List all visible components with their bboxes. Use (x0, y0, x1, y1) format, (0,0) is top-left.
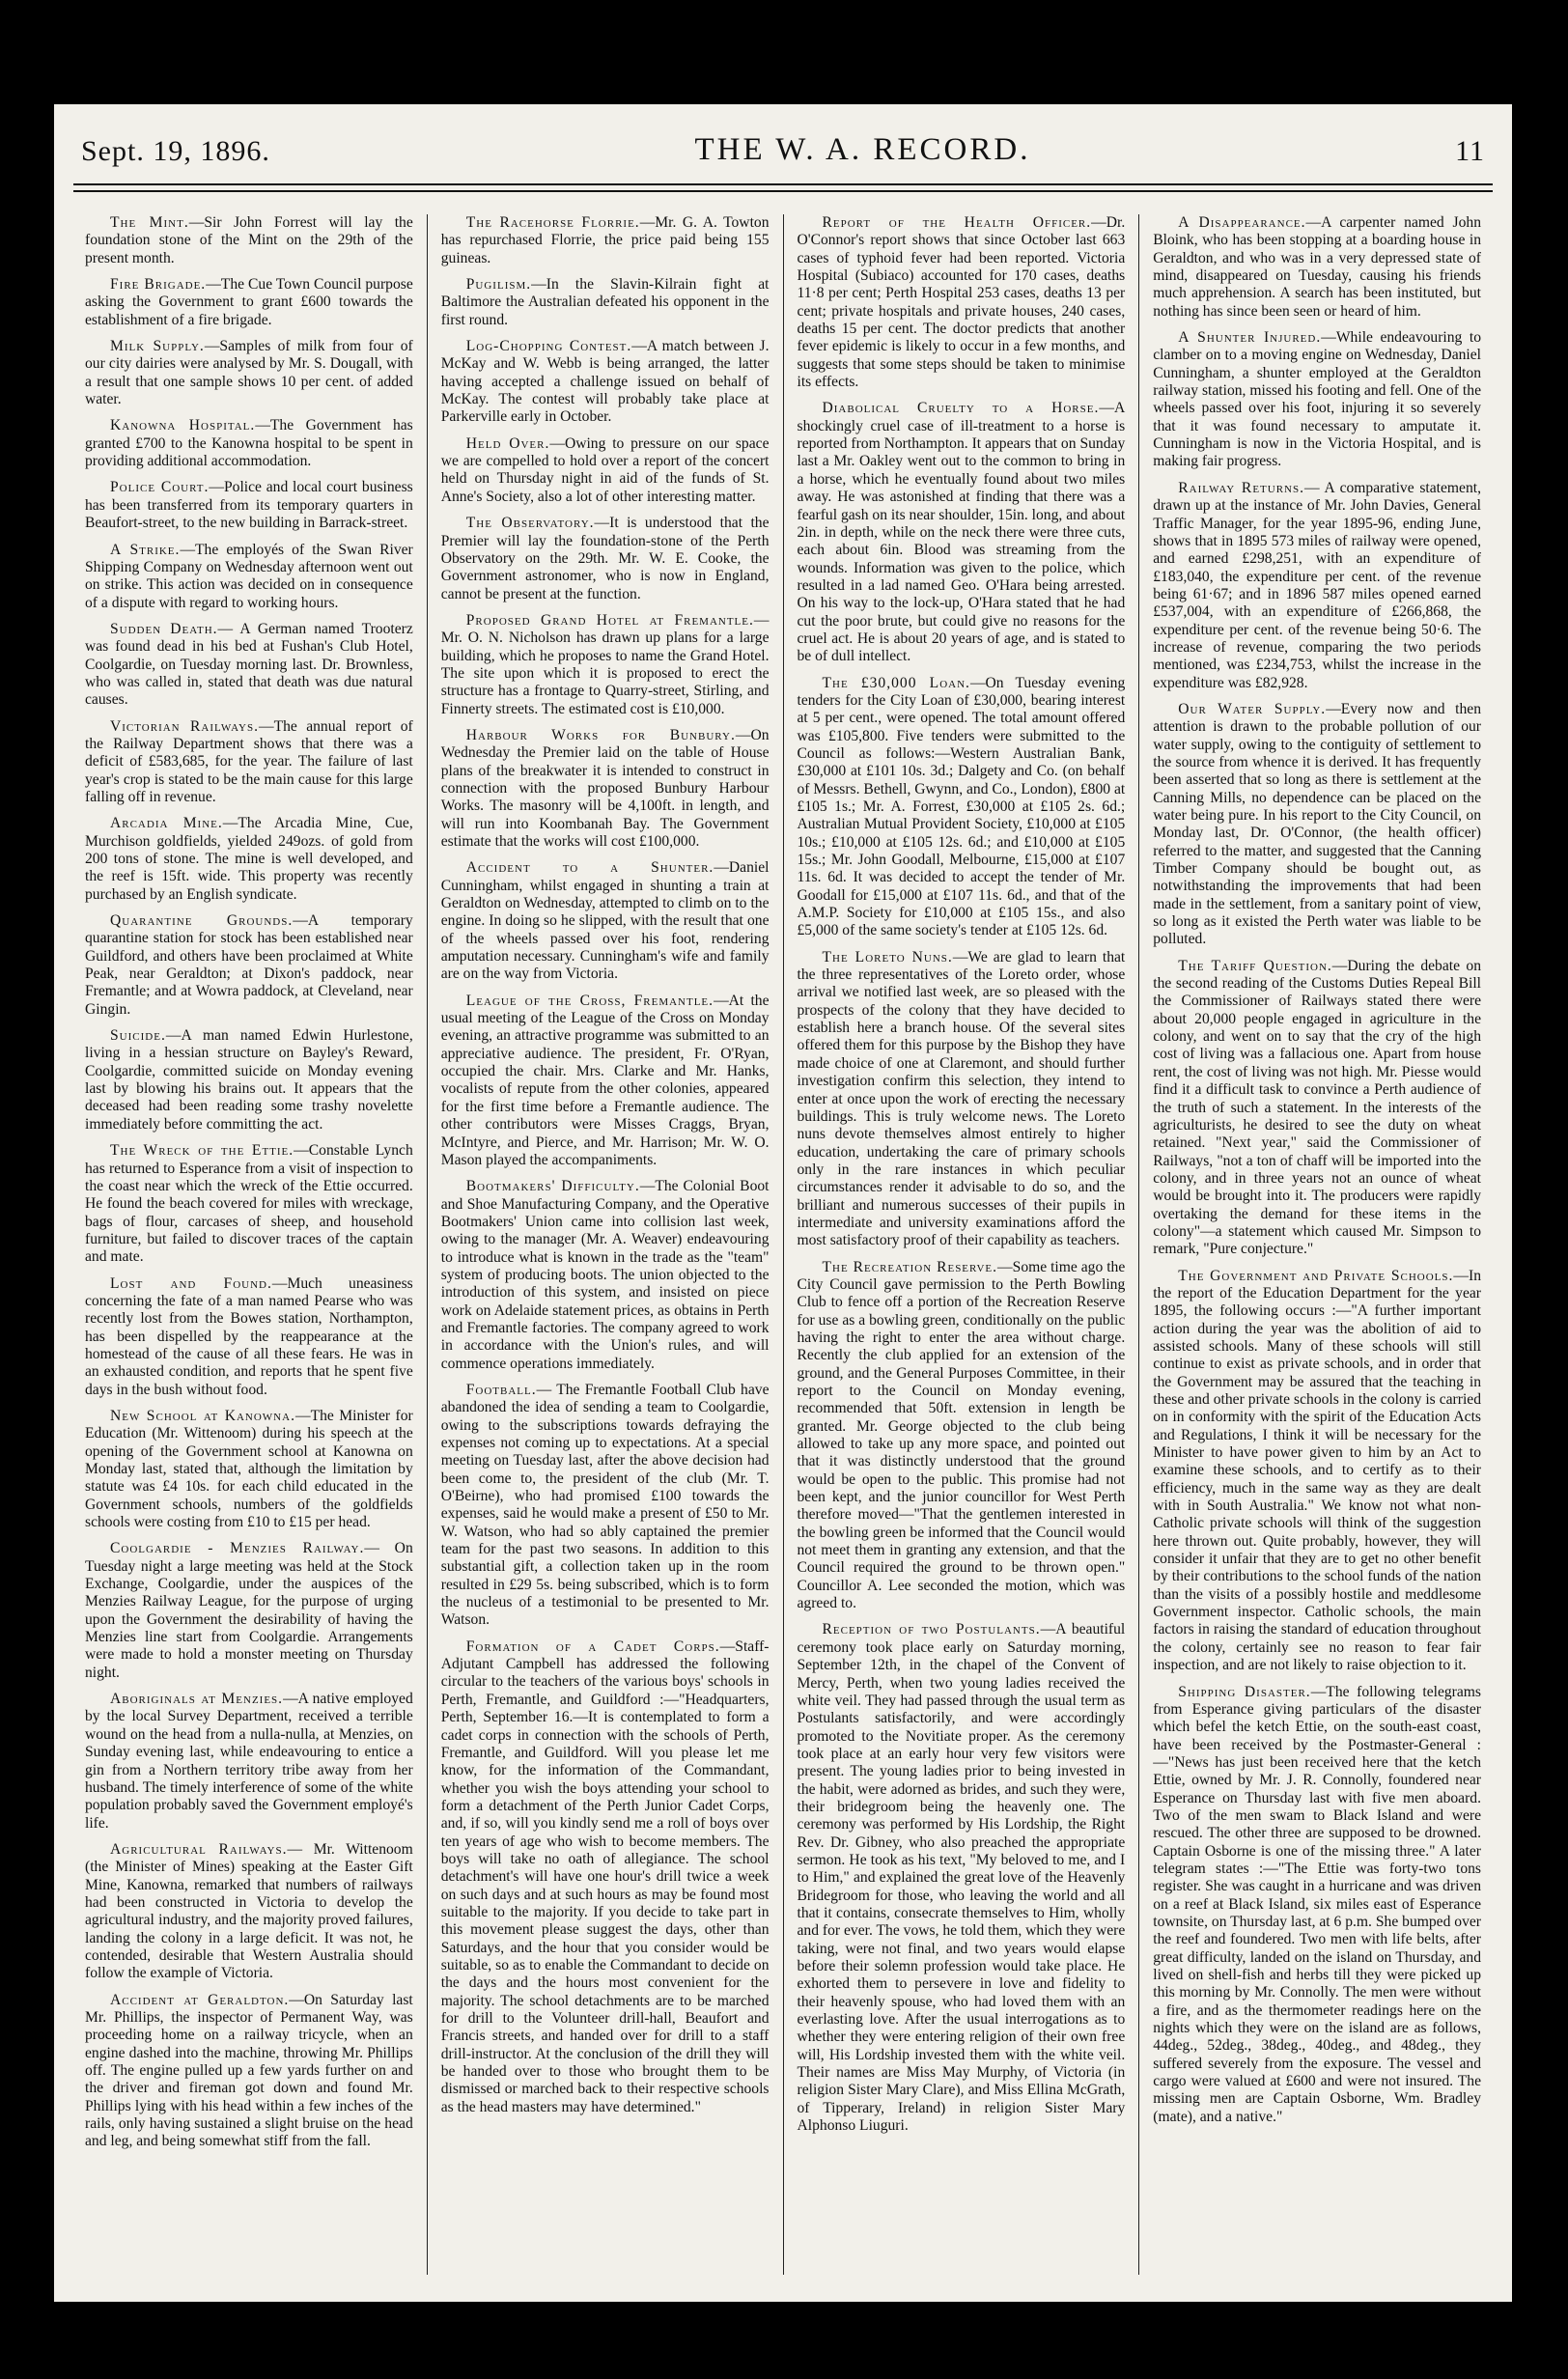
news-item-body: —Dr. O'Connor's report shows that since October last 663 cases of typhoid fever had been reported. Victoria Hospital (Subiaco) accounted for 170 cases, deaths 11·8 per cent; Perth Hospital 253 cases, deaths 13 per cent; private hospitals and private houses, 240 cases, deaths 15 per cent. The doctor predicts that another fever epidemic is likely to occur in a few months, and suggests that some steps should be taken to minimise its effects. (797, 214, 1126, 391)
news-item-heading: Railway Returns. (1178, 479, 1304, 496)
news-item-heading: League of the Cross, Fremantle. (465, 992, 714, 1009)
news-item (441, 435, 770, 506)
news-item-heading: Suicide. (110, 1027, 166, 1045)
news-item-heading: Sudden Death. (110, 620, 218, 637)
news-item-heading: Arcadia Mine. (110, 815, 223, 832)
news-item (1153, 701, 1481, 949)
news-item-body: —Daniel Cunningham, whilst engaged in shunting a train at Geraldton on Wednesday, attempted to climb on to the engine. In doing so he slipped, with the result that one of the wheels passed over his foot, rendering amputation necessary. Cunningham's wife and family are on the way from Victoria. (440, 859, 770, 983)
news-item (798, 1621, 1126, 2135)
news-item (441, 993, 770, 1169)
news-item (85, 1540, 413, 1682)
news-item (85, 276, 413, 329)
news-item-body: —Mr. G. A. Towton has repurchased Florrie, the price paid being 155 guineas. (440, 214, 770, 266)
news-item-heading: Milk Supply. (110, 338, 205, 355)
news-item-heading: A Strike. (110, 541, 181, 558)
news-item-body: —In the report of the Education Department for the year 1895, the following occurs :—"A further important action during the year was the abolition of aid to assisted schools. Many of these schools will still continue to exist as private schools, and in order that the Government may be assured that the teaching in these and other private schools in the colony is carried on in conformity with the spirit of the Education Acts and Regulations, I think it will be necessary for the Minister to have power given to him by an Act to examine these schools, and to certify as to their efficiency, much in the same way as they are dealt with in South Australia." We know not what non-Catholic private schools will think of the suggestion here thrown out. Quite probably, however, they will consider it unfair that they are to get no other benefit by their contributions to the school funds of the nation than the visits of a possibly hostile and meddlesome Government inspector. Catholic schools, the main factors in raising the standard of education throughout the colony, certainly see no reason to fear fair inspection, and are not likely to raise objection to it. (1153, 1267, 1481, 1674)
news-item-body: —A temporary quarantine station for stock has been established near Guildford, and others have been proclaimed at White Peak, near Geraldton; at Dixon's paddock, near Fremantle; and at Wowra paddock, at Cleveland, near Gingin. (85, 912, 413, 1018)
news-item-heading: Coolgardie - Menzies Railway. (110, 1540, 365, 1557)
news-item-body: —A carpenter named John Bloink, who has been stopping at a boarding house in Geraldton, and who was in a very depressed state of mind, disappeared on Tuesday, causing his friends much apprehension. A search has been instituted, but nothing has since been seen or heard of him. (1153, 214, 1481, 320)
news-item-body: —The Minister for Education (Mr. Wittenoom) during his speech at the opening of the Government school at Kanowna on Monday last, stated that, although the limitation by statute was £4 10s. for each child educated in the Government schools, numbers of the goldfields schools were costing from £10 to £15 per head. (85, 1407, 413, 1531)
news-item (441, 727, 770, 851)
news-item (85, 1408, 413, 1531)
news-item-heading: Lost and Found. (110, 1274, 272, 1292)
news-item-body: —Constable Lynch has returned to Esperance from a visit of inspection to the coast near which the wreck of the Ettie occurred. He found the beach covered for miles with wreckage, bags of flour, carcases of sheep, and household furniture, but failed to discover traces of the captain and mate. (85, 1142, 413, 1266)
news-item-heading: Aboriginals at Menzies. (110, 1691, 284, 1708)
news-item-body: — A comparative statement, drawn up at the instance of Mr. John Davies, General Traffic Manager, for the year 1895-96, ending June, shows that in 1895 573 miles of railway were opened, and earned £298,251, with an expenditure of £183,040, the expenditure per cent. of the revenue being 61·67; and in 1896 587 miles opened earned £537,004, with an expenditure of £266,868, the expenditure per cent. of the revenue being 50·6. The increase of revenue, comparing the two periods mentioned, was £234,753, whilst the increase in the expenditure was £82,928. (1153, 479, 1481, 691)
news-item (441, 1638, 770, 2116)
news-item-heading: The Loreto Nuns. (822, 948, 953, 966)
news-item-body: —During the debate on the second reading of the Customs Duties Repeal Bill the Commissioner of Railways stated there were about 20,000 people engaged in agriculture in the colony, and went on to say that the cry of the high cost of living was a fallacious one. Apart from house rent, the cost of living was not high. Mr. Piesse would find it a difficult task to convince a Perth audience of the truth of such a statement. In the interests of the agriculturists, he desired to see the duty on wheat retained. "Next year," said the Commissioner of Railways, "not a ton of chaff will be imported into the colony, and in three years not an ounce of wheat would be brought into it. The producers were rapidly overtaking the demand for these items in the colony"—a statement which caused Mr. Simpson to remark, "Pure conjecture." (1153, 957, 1481, 1258)
news-item (1153, 1268, 1481, 1675)
news-item (798, 400, 1126, 665)
news-item-body: —Mr. O. N. Nicholson has drawn up plans for a large building, which he proposes to name the Grand Hotel. The site upon which it is proposed to erect the structure has a frontage to Quarry-street, Stirling, and Finnerty streets. The estimated cost is £10,000. (440, 611, 770, 717)
news-item (85, 1027, 413, 1134)
news-item-heading: The Recreation Reserve. (822, 1258, 998, 1275)
news-item-heading: Reception of two Postulants. (822, 1621, 1041, 1638)
news-item-heading: The £30,000 Loan. (822, 674, 970, 691)
news-item (1153, 480, 1481, 692)
news-item-body: —Sir John Forrest will lay the foundation stone of the Mint on the 29th of the present month. (85, 214, 413, 266)
news-item (441, 338, 770, 427)
column-2 (428, 214, 784, 2275)
news-item (798, 1259, 1126, 1613)
news-item (798, 675, 1126, 940)
news-item (85, 1841, 413, 1983)
news-item (441, 214, 770, 267)
news-item-heading: Diabolical Cruelty to a Horse. (822, 400, 1100, 417)
news-item (85, 1691, 413, 1833)
news-item-heading: The Tariff Question. (1178, 957, 1332, 974)
news-item-heading: Quarantine Grounds. (110, 912, 294, 930)
column-4 (1139, 214, 1495, 2275)
news-item-heading: Shipping Disaster. (1178, 1683, 1311, 1700)
news-item-heading: The Racehorse Florrie. (465, 214, 640, 231)
columns (71, 214, 1495, 2275)
news-item-body: — A German named Trooterz was found dead in his bed at Fushan's Club Hotel, Coolgardie, on Tuesday morning last. Dr. Brownless, who was called in, stated that death was due natural causes. (85, 620, 413, 709)
news-item-heading: Formation of a Cadet Corps. (465, 1637, 720, 1655)
news-item-body: — On Tuesday night a large meeting was held at the Stock Exchange, Coolgardie, under the auspices of the Menzies Railway League, for the purpose of urging upon the Government the desirability of having the Menzies line start from Coolgardie. Arrangements were made to hold a monster meeting on Thursday night. (85, 1540, 413, 1681)
page-number: 11 (1455, 135, 1485, 167)
news-item-body: — The Fremantle Football Club have abandoned the idea of sending a team to Coolgardie, owing to the subscriptions towards defraying the expenses not coming up to expectations. At a special meeting on Tuesday last, after the above decision had been come to, the president of the club (Mr. T. O'Beirne), who had promised £100 towards the expenses, said he would make a present of £50 to Mr. W. Watson, who had so ably captained the premier team for the past two seasons. In addition to this substantial gift, a collection taken up in the room resulted in £29 5s. being subscribed, which is to form the nucleus of a testimonial to be presented to Mr. Watson. (440, 1381, 770, 1629)
news-item-heading: Harbour Works for Bunbury. (465, 726, 736, 743)
news-item-body: —Every now and then attention is drawn to the probable pollution of our water supply, owing to the contiguity of settlement to the source from whence it is derived. It has frequently been asserted that so long as there is settlement at the Canning Mills, no dependence can be placed on the water being pure. In his report to the City Council, on Monday last, Dr. O'Connor, (the health officer) referred to the matter, and suggested that the Canning Timber Company should be bought out, as notwithstanding the improvements that had been made in the settlement, from a sanitary point of view, so long as it existed the Perth water was liable to be polluted. (1153, 700, 1481, 948)
news-item-body: —On Tuesday evening tenders for the City Loan of £30,000, bearing interest at 5 per cent., were opened. The total amount offered was £105,800. Five tenders were submitted to the Council as follows:—Western Australian Bank, £30,000 at £101 10s. 3d.; Dalgety and Co. (on behalf of Messrs. Bethell, Gwynn, and Co., London), £800 at £105 1s.; Mr. A. Forrest, £30,000 at £105 2s. 6d.; Australian Mutual Provident Society, £10,000 at £105 10s.; £10,000 at £105 12s. 6d.; and £10,000 at £105 15s.; Mr. John Goodall, Melbourne, £15,000 at £107 11s. 6d. It was decided to accept the tender of Mr. Goodall for £15,000 at £107 11s. 6d., and that of the A.M.P. Society for £10,000 at £105 15s., and also £5,000 of the same society's tender at £105 12s. 6d. (797, 674, 1126, 939)
news-item (85, 542, 413, 612)
news-item-body: —The Cue Town Council purpose asking the Government to grant £600 towards the establishment of a fire brigade. (85, 276, 413, 328)
news-item-heading: The Wreck of the Ettie. (110, 1142, 294, 1160)
news-item-heading: New School at Kanowna. (110, 1407, 295, 1424)
news-item-heading: Accident at Geraldton. (110, 1991, 290, 2008)
news-item-body: —The following telegrams from Esperance giving particulars of the disaster which befel the ketch Ettie, on the south-east coast, have been received by the Postmaster-General :—"News has just been received here that the ketch Ettie, owned by Mr. J. R. Connolly, foundered near Esperance on Thursday last with five men aboard. Two of the men swam to Black Island and were rescued. The other three are supposed to be drowned. Captain Osborne is one of the missing three." A later telegram states :—"The Ettie was forty-two tons register. She was caught in a hurricane and was driven on a reef at Black Island, six miles east of Esperance townsite, on Thursday last, at 6 p.m. She bumped over the reef and foundered. Two men with life belts, after great difficulty, landed on the island on Thursday, and lived on shell-fish and herbs till they were picked up this morning by Mr. Connolly. The men were without a fire, and as the thermometer readings here on the nights which they were on the island are as follows, 44deg., 52deg., 38deg., 40deg., and 48deg., they suffered severely from the exposure. The vessel and cargo were valued at £600 and were not insured. The missing men are Captain Osborne, Wm. Bradley (mate), and a native." (1153, 1683, 1481, 2125)
news-item-heading: A Shunter Injured. (1178, 329, 1322, 347)
news-item-body: —The Government has granted £700 to the Kanowna hospital to be spent in providing additional accommodation. (85, 417, 413, 470)
news-item-heading: Report of the Health Officer. (822, 214, 1092, 231)
news-item-body: — Mr. Wittenoom (the Minister of Mines) speaking at the Easter Gift Mine, Kanowna, remarked that numbers of railways had been constructed in Victoria to develop the agricultural industry, and the majority proved failures, landing the colony in a large deficit. It was not, he contended, desirable that Western Australia should follow the example of Victoria. (85, 1840, 413, 1982)
masthead-rule (73, 183, 1493, 192)
news-item-heading: Held Over. (465, 434, 550, 452)
news-item-heading: The Mint. (110, 214, 189, 231)
news-item-body: —A beautiful ceremony took place early on Saturday morning, September 12th, in the chapel of the Convent of Mercy, Perth, when two young ladies received the white veil. They had passed through the usual term as Postulants satisfactorily, and were accordingly promoted to the Novitiate proper. As the ceremony took place at an early hour very few visitors were present. The young ladies prior to being invested in the habit, were adorned as brides, and such they were, their bridegroom being the heavenly one. The ceremony was performed by His Lordship, the Right Rev. Dr. Gibney, who also preached the appropriate sermon. He took as his text, "My beloved to me, and I to Him," and explained the great love of the Heavenly Bridegroom for those, who leaving the world and all that it contains, consecrate themselves to Him, wholly and for ever. The vows, he told them, which they were taking, were not final, and two years would elapse before their solemn profession would take place. He exhorted them to persevere in love and fidelity to their heavenly spouse, who had loved them with an everlasting love. After the usual interrogations as to whether they were entering religion of their own free will, His Lordship invested them with the white veil. Their names are Miss May Murphy, of Victoria (in religion Sister Mary Clare), and Miss Ellina McGrath, of Tipperary, Ireland) in religion Sister Mary Alphonso Liuguri. (797, 1621, 1126, 2135)
news-item-body: —Some time ago the City Council gave permission to the Perth Bowling Club to fence off a portion of the Recreation Reserve for use as a bowling green, conditionally on the public having the right to enter the area without charge. Recently the club applied for an extension of the ground, and the General Purposes Committee, in their report to the Council on Monday evening, recommended that 50ft. extension in length be granted. Mr. George objected to the club being allowed to take up any more space, and pointed out that it was distinctly understood that the ground would be open to the public. This promise had not been kept, and the junior councillor for West Perth therefore moved—"That the gentlemen interested in the bowling green be informed that the Council would not meet them in granting any extension, and that the Council required the ground to be thrown open." Councillor A. Lee seconded the motion, which was agreed to. (797, 1258, 1126, 1612)
news-item (1153, 329, 1481, 471)
news-item-body: —It is understood that the Premier will lay the foundation-stone of the Perth Observatory on the 29th. Mr. W. E. Cooke, the Government astronomer, who is now in England, cannot be present at the function. (440, 515, 770, 602)
news-item-heading: Proposed Grand Hotel at Fremantle. (465, 611, 754, 629)
news-item-heading: Accident to a Shunter. (465, 859, 714, 877)
news-item (85, 718, 413, 807)
news-item-body: —A match between J. McKay and W. Webb is being arranged, the latter having accepted a challenge issued on behalf of McKay. The contest will probably take place at Parkerville early in October. (440, 338, 770, 426)
news-item (441, 859, 770, 983)
news-item (441, 515, 770, 603)
news-item-body: —On Wednesday the Premier laid on the table of House plans of the breakwater it is intended to construct in connection with the proposed Bunbury Harbour Works. The masonry will be 4,100ft. in length, and will run into Koombanah Bay. The Government estimate that the works will cost £100,000. (440, 726, 770, 850)
column-1 (71, 214, 428, 2275)
news-item-body: —In the Slavin-Kilrain fight at Baltimore the Australian defeated his opponent in the first round. (440, 276, 770, 328)
news-item (85, 417, 413, 470)
news-item (85, 621, 413, 710)
news-item (85, 1142, 413, 1266)
news-item (1153, 958, 1481, 1259)
news-item (798, 949, 1126, 1250)
news-item-heading: Kanowna Hospital. (110, 417, 256, 434)
issue-date: Sept. 19, 1896. (81, 135, 270, 167)
news-item-heading: Bootmakers' Difficulty. (465, 1178, 640, 1195)
news-item-body: —On Saturday last Mr. Phillips, the inspector of Permanent Way, was proceeding home on a railway tricycle, when an engine dashed into the machine, throwing Mr. Phillips off. The engine pulled up a few yards further on and the driver and fireman got down and found Mr. Phillips lying with his head within a few inches of the rails, only having sustained a slight bruise on the head and leg, and being somewhat stiff from the fall. (85, 1991, 413, 2150)
news-item-body: —A man named Edwin Hurlestone, living in a hessian structure on Bayley's Reward, Coolgardie, committed suicide on Monday evening last by blowing his brains out. It appears that the deceased had been reading some trashy novelette immediately before committing the act. (85, 1027, 413, 1133)
news-item-heading: The Government and Private Schools. (1178, 1267, 1454, 1284)
news-item (441, 1178, 770, 1373)
news-item-heading: Football. (465, 1381, 537, 1398)
news-item-heading: Our Water Supply. (1178, 700, 1327, 717)
news-item (85, 214, 413, 267)
news-item (441, 612, 770, 718)
news-item-body: —The employés of the Swan River Shipping Company on Wednesday afternoon went out on strike. This action was decided on in consequence of a dispute with regard to working hours. (85, 541, 413, 611)
news-item-body: —We are glad to learn that the three representatives of the Loreto order, whose arrival we notified last week, are so pleased with the prospects of the colony that they have decided to establish here a branch house. Of the several sites offered them for this purpose by the Bishop they have made choice of one at Claremont, and should further investigation confirm this selection, they intend to enter at once upon the work of erecting the necessary buildings. This is truly welcome news. The Loreto nuns devote themselves almost entirely to higher education, undertaking the care of primary schools only in the rare instances in which peculiar circumstances render it advisable to do so, and the brilliant and numerous successes of their pupils in intermediate and university examinations afford the most satisfactory proof of their capability as teachers. (797, 948, 1126, 1249)
news-item-body: —Much uneasiness concerning the fate of a man named Pearse who was recently lost from the Bowes station, Northampton, has been dispelled by the reappearance at the homestead of the cause of all these fears. He was in an exhausted condition, and reports that he spent five days in the bush without food. (85, 1274, 413, 1398)
news-item (1153, 1684, 1481, 2127)
column-3 (784, 214, 1140, 2275)
news-item-heading: The Observatory. (465, 515, 595, 532)
news-item-body: —The Colonial Boot and Shoe Manufacturing Company, and the Operative Bootmakers' Union came into collision last week, owing to the manager (Mr. A. Weaver) endeavouring to introduce what is known in the trade as the "team" system of producing boots. The union objected to the introduction of this system, and insisted on piece work on Adelaide statement prices, as obtains in Perth and Fremantle factories. The company agreed to work in accordance with the Union's rules, and will commence operations immediately. (440, 1178, 770, 1372)
news-item-body: —A shockingly cruel case of ill-treatment to a horse is reported from Northampton. It appears that on Sunday last a Mr. Oakley went out to the common to bring in a horse, which he eventually found about two miles away. He was astonished at finding that there was a fearful gash on its near shoulder, 15in. long, and about 2in. in depth, while on the neck there were three cuts, each about 6in. Blood was streaming from the wounds. Information was given to the police, which resulted in a lad named Geo. O'Hara being arrested. On his way to the lock-up, O'Hara stated that he had cut the poor brute, but could give no reasons for the cruel act. He is about 20 years of age, and is stated to be of dull intellect. (797, 400, 1126, 665)
news-item-heading: A Disappearance. (1178, 214, 1306, 231)
news-item (441, 276, 770, 329)
masthead (81, 129, 1485, 168)
news-item-body: —While endeavouring to clamber on to a moving engine on Wednesday, Daniel Cunningham, a shunter employed at the Geraldton railway station, missed his footing and fell. One of the wheels passed over his foot, injuring it so severely that it was found necessary to amputate it. Cunningham is now in the Victoria Hospital, and is making fair progress. (1153, 329, 1481, 470)
news-item-body: —Police and local court business has been transferred from its temporary quarters in Beaufort-street, to the new building in Barrack-street. (85, 479, 413, 532)
news-item (85, 1992, 413, 2151)
news-item-body: —A native employed by the local Survey Department, received a terrible wound on the head from a nulla-nulla, at Menzies, on Sunday evening last, while endeavouring to entice a gin from a Northern territory tribe away from her husband. The timely interference of some of the white population probably saved the Government employé's life. (85, 1691, 413, 1832)
news-item-body: —The annual report of the Railway Department shows that there was a deficit of £583,685, for the year. The failure of last year's crop is stated to be the main cause for this large falling off in revenue. (85, 717, 413, 805)
news-item-heading: Agricultural Railways. (110, 1840, 288, 1858)
news-item-heading: Pugilism. (465, 276, 532, 294)
news-item (798, 214, 1126, 391)
news-item (85, 912, 413, 1019)
newspaper-title: THE W. A. RECORD. (694, 132, 1031, 167)
news-item-body: —The Arcadia Mine, Cue, Murchison goldfields, yielded 249ozs. of gold from 200 tons of stone. The mine is well developed, and the reef is 15ft. wide. This property was recently purchased by an English syndicate. (85, 815, 413, 903)
news-item-heading: Log-Chopping Contest. (465, 338, 632, 355)
newspaper-page (54, 104, 1512, 2302)
news-item-body: —Owing to pressure on our space we are compelled to hold over a report of the concert held on Thursday night in aid of the funds of St. Anne's Society, also a lot of other interesting matter. (440, 434, 770, 505)
news-item-body: —At the usual meeting of the League of the Cross on Monday evening, an attractive programme was submitted to an appreciative audience. The president, Fr. O'Ryan, occupied the chair. Mrs. Clarke and Mr. Hanks, vocalists of repute from the other colonies, appeared for the first time before a Fremantle audience. The other contributors were Misses Craggs, Bryan, McIntyre, and Pierce, and Mr. Harrison; Mr. W. O. Mason played the accompaniments. (440, 992, 770, 1168)
news-item-heading: Victorian Railways. (110, 717, 259, 735)
news-item (441, 1382, 770, 1630)
news-item-heading: Fire Brigade. (110, 276, 207, 294)
news-item-body: —Staff-Adjutant Campbell has addressed the following circular to the teachers of the various boys' schools in Perth, Fremantle, and Guildford :—"Headquarters, Perth, September 16.—It is contemplated to form a cadet corps in connection with the schools of Perth, Fremantle, and Guildford. Will you please let me know, for the information of the Commandant, whether you wish the boys attending your school to form a detachment of the Perth Junior Cadet Corps, and, if so, will you kindly send me a roll of boys over ten years of age who wish to become members. The boys will take no oath of allegiance. The school detachment's will have one hour's drill twice a week on such days and at such hours as may be found most suitable to the majority. If you decide to take part in this movement please suggest the days, other than Saturdays, and the hour that you consider would be suitable, so as to enable the Commandant to decide on the days and the hours most convenient for the majority. The school detachments are to be marched for drill to the Volunteer drill-hall, Beaufort and Francis streets, and handed over for drill to a staff drill-instructor. At the conclusion of the drill they will be handed over to those who brought them to be dismissed or marched back to their respective schools as the head masters may have determined." (440, 1637, 770, 2115)
news-item (85, 338, 413, 408)
news-item-body: —Samples of milk from four of our city dairies were analysed by Mr. S. Dougall, with a result that one sample shows 10 per cent. of added water. (85, 338, 413, 408)
news-item (85, 1275, 413, 1399)
news-item-heading: Police Court. (110, 479, 210, 496)
news-item (85, 479, 413, 532)
news-item (85, 815, 413, 904)
news-item (1153, 214, 1481, 321)
